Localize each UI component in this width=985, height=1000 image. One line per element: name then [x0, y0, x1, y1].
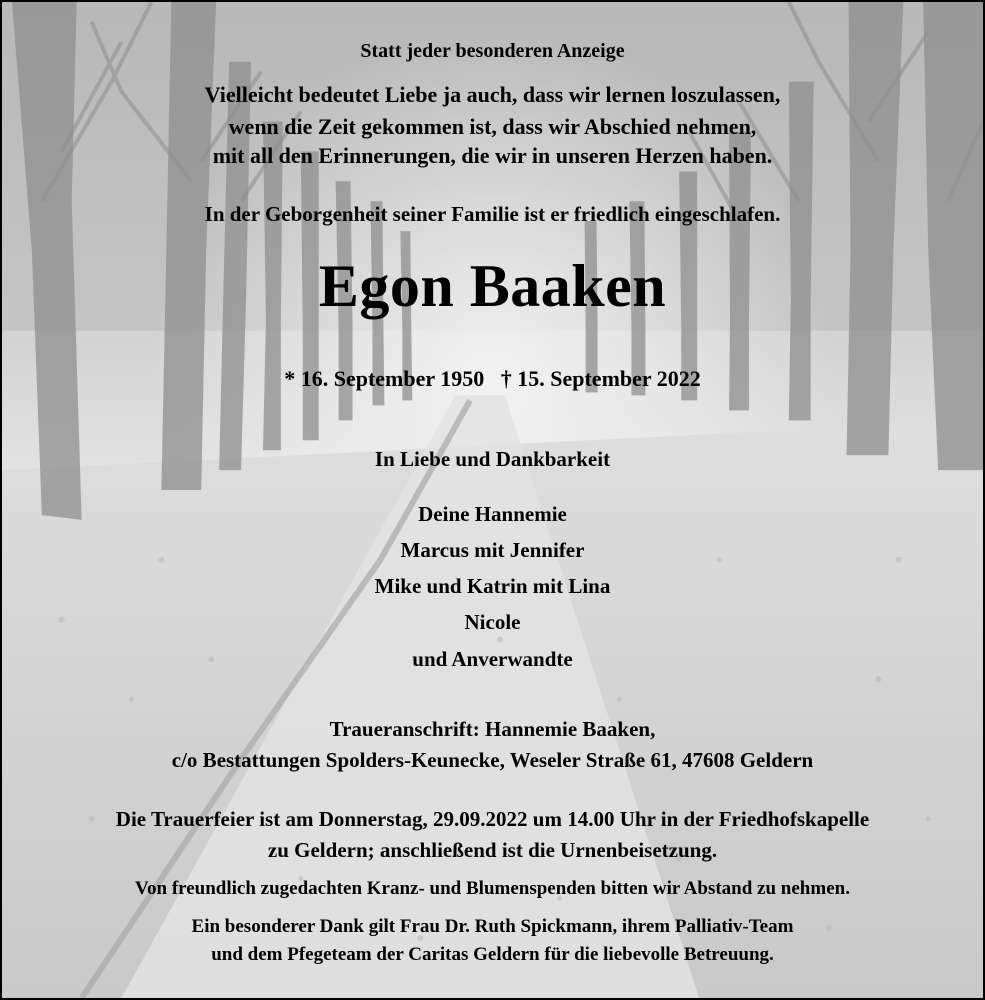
gratitude-line: In Liebe und Dankbarkeit — [374, 447, 611, 471]
deceased-name: Egon Baaken — [318, 253, 667, 319]
ceremony-line-1: Die Trauerfeier ist am Donnerstag, 29.09.2022 um 14.00 Uhr in der Friedhofskapelle — [115, 807, 870, 831]
thanks-line-2: und dem Pfegeteam der Caritas Geldern für die liebevolle Betreuung. — [211, 944, 774, 965]
mourner-2: Marcus mit Jennifer — [400, 538, 585, 562]
mourner-3: Mike und Katrin mit Lina — [374, 574, 611, 598]
notice-text — [2, 2, 983, 998]
address-line-1: Traueranschrift: Hannemie Baaken, — [329, 717, 656, 741]
poem-line-2: wenn die Zeit gekommen ist, dass wir Abschied nehmen, — [228, 114, 757, 139]
intro-line: In der Geborgenheit seiner Familie ist er friedlich eingeschlafen. — [204, 202, 781, 226]
header-line: Statt jeder besonderen Anzeige — [360, 40, 625, 62]
poem-line-3: mit all den Erinnerungen, die wir in unseren Herzen haben. — [212, 143, 773, 168]
mourner-5: und Anverwandte — [412, 647, 573, 671]
life-dates: * 16. September 1950 † 15. September 2022 — [284, 366, 701, 391]
address-line-2: c/o Bestattungen Spolders-Keunecke, Weseler Straße 61, 47608 Geldern — [171, 748, 814, 772]
ceremony-line-2: zu Geldern; anschließend ist die Urnenbeisetzung. — [267, 838, 718, 862]
flowers-note: Von freundlich zugedachten Kranz- und Blumenspenden bitten wir Abstand zu nehmen. — [135, 878, 850, 899]
mourner-1: Deine Hannemie — [418, 502, 567, 526]
mourner-4: Nicole — [464, 610, 521, 634]
poem-line-1: Vielleicht bedeutet Liebe ja auch, dass wir lernen loszulassen, — [204, 82, 781, 107]
thanks-line-1: Ein besonderer Dank gilt Frau Dr. Ruth Spickmann, ihrem Palliativ-Team — [191, 916, 794, 937]
